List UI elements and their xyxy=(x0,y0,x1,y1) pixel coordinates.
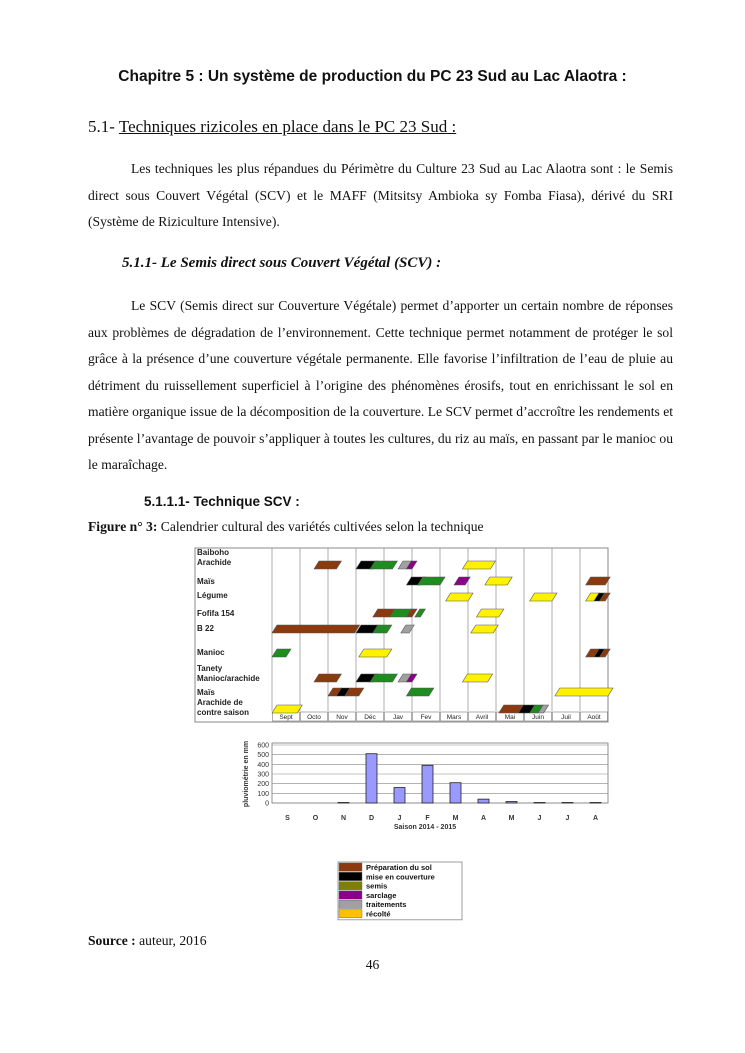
task-bar-recolte xyxy=(462,674,492,682)
month-label: Avril xyxy=(475,714,489,721)
task-bar-semis xyxy=(370,674,397,682)
rain-plot-area xyxy=(272,743,608,803)
source-label: Source : xyxy=(88,933,136,948)
rainfall-chart xyxy=(243,741,608,831)
rain-ytick-label: 100 xyxy=(257,790,269,798)
month-label: Fev xyxy=(420,714,432,721)
legend-swatch xyxy=(339,863,362,871)
legend-label: traitements xyxy=(366,900,407,910)
cultural-calendar-chart xyxy=(195,548,613,722)
rain-bar xyxy=(422,765,433,803)
rain-xtick-label: D xyxy=(368,815,375,822)
row-label-line: contre saison xyxy=(197,708,250,717)
chart-legend xyxy=(338,862,462,920)
row-label: B 22 xyxy=(197,624,214,633)
month-label: Sept xyxy=(279,714,293,721)
month-label: Août xyxy=(587,714,601,721)
legend-swatch xyxy=(339,910,362,918)
month-label: Déc xyxy=(364,714,376,721)
rain-xtick-label: A xyxy=(592,815,599,822)
row-label: Manioc xyxy=(197,648,225,657)
row-label xyxy=(197,698,249,717)
figure-caption-text: Calendrier cultural des variétés cultivées selon la technique xyxy=(160,519,484,534)
source-line xyxy=(88,933,207,949)
month-label: Juil xyxy=(561,714,571,721)
legend-label: sarclage xyxy=(366,890,397,900)
task-bar-recolte xyxy=(485,577,512,585)
source-text: auteur, 2016 xyxy=(139,933,207,948)
rain-xtick-label: N xyxy=(340,815,347,822)
row-label: Fofifa 154 xyxy=(197,609,235,618)
section-title: Techniques rizicoles en place dans le PC 23 Sud : xyxy=(118,117,457,136)
rain-xtick-label: M xyxy=(508,815,515,822)
month-label: Juin xyxy=(532,714,544,721)
rain-xtick-label: J xyxy=(565,815,570,822)
rain-ytick-label: 500 xyxy=(257,752,269,760)
legend-label: récolté xyxy=(366,909,391,919)
task-bar-recolte xyxy=(476,609,503,617)
task-bar-preparation xyxy=(272,625,360,633)
rain-xtick-label: J xyxy=(537,815,542,822)
legend-label: Préparation du sol xyxy=(366,863,432,872)
task-bar-recolte xyxy=(359,649,392,657)
task-bar-semis xyxy=(418,577,445,585)
task-bar-semis xyxy=(406,688,433,696)
rain-bar xyxy=(506,802,517,803)
row-label-line: Arachide de xyxy=(197,698,243,707)
rain-bar xyxy=(450,783,461,803)
month-label: Nov xyxy=(336,714,348,721)
legend-label: semis xyxy=(366,881,388,891)
figure-label: Figure n° 3: xyxy=(88,519,158,534)
rain-xtick-label: A xyxy=(480,815,487,822)
task-bar-semis xyxy=(370,561,397,569)
subsubsection-title: 5.1.1.1- Technique SCV : xyxy=(144,494,300,509)
month-label: Mars xyxy=(446,714,462,721)
rain-ytick-label: 300 xyxy=(257,771,269,779)
rain-xtick-label: O xyxy=(312,815,319,822)
task-bar-preparation xyxy=(314,674,341,682)
task-bar-recolte xyxy=(272,705,302,713)
month-label: Octo xyxy=(307,714,321,721)
legend-swatch xyxy=(339,872,362,880)
paragraph-scv: Le SCV (Semis direct sur Couverture Végétale) permet d’apporter un certain nombre de réponses aux problèmes de dégradation de l’environnement. Cette technique permet notamment de protéger le sol grâce à la présence d’une couverture végétale permanente. Elle favorise l’infiltration de l’eau de pluie au détriment du ruissellement superficiel à l’origine des phénomènes érosifs, tout en enrichissant le sol en matière organique issue de la décomposition de la couverture. Le SCV permet d’accroître les rendements et présente l’avantage de pouvoir s’appliquer à toutes les cultures, du riz au maïs, en passant par le manioc ou le maraîchage. xyxy=(88,298,673,472)
legend-swatch xyxy=(339,900,362,908)
rain-bar xyxy=(366,754,377,803)
page-number: 46 xyxy=(365,957,380,972)
row-label: Légume xyxy=(197,591,228,600)
row-label: Maïs xyxy=(197,577,215,586)
row-label: Maïs xyxy=(197,688,215,697)
rain-yaxis-title: pluviométrie en mm xyxy=(243,740,250,808)
task-bar-recolte xyxy=(471,625,498,633)
section-heading xyxy=(88,117,456,137)
legend-label: mise en couverture xyxy=(366,872,435,882)
rain-ytick-label: 600 xyxy=(257,742,269,750)
rain-xtick-label: M xyxy=(452,815,459,822)
rain-ytick-label: 400 xyxy=(257,761,269,769)
rain-xtick-label: S xyxy=(285,815,290,822)
task-bar-recolte xyxy=(446,593,473,601)
subsection-title: 5.1.1- Le Semis direct sous Couvert Végétal (SCV) : xyxy=(122,255,442,271)
task-bar-recolte xyxy=(555,688,613,696)
figure-caption xyxy=(88,519,484,535)
rain-bar xyxy=(394,788,405,803)
calendar-frame xyxy=(195,548,608,722)
rain-xaxis-title: Saison 2014 - 2015 xyxy=(393,824,457,831)
row-label: Manioc/arachide xyxy=(197,674,260,683)
paragraph-intro: Les techniques les plus répandues du Périmètre du Culture 23 Sud au Lac Alaotra sont : le Semis direct sous Couvert Végétal (SCV) et le MAFF (Mitsitsy Ambioka sy Fomba Fiasa), dérivé du SRI (Système de Riziculture Intensive). xyxy=(88,161,673,229)
task-bar-preparation xyxy=(314,561,341,569)
month-label: Jav xyxy=(392,714,404,721)
task-bar-recolte xyxy=(530,593,557,601)
month-label: Mai xyxy=(504,714,516,721)
section-number: 5.1- xyxy=(88,117,115,136)
cultural-calendar-figure xyxy=(0,540,745,970)
chapter-title: Chapitre 5 : Un système de production du PC 23 Sud au Lac Alaotra : xyxy=(118,68,627,85)
rain-xtick-label: F xyxy=(425,815,430,822)
row-label: Arachide xyxy=(197,558,232,567)
rain-ytick-label: 0 xyxy=(265,800,269,808)
task-bar-recolte xyxy=(462,561,495,569)
row-label: Tanety xyxy=(197,664,223,673)
rain-bar xyxy=(478,799,489,803)
rain-ytick-label: 200 xyxy=(257,781,269,789)
legend-swatch xyxy=(339,891,362,899)
rain-xtick-label: J xyxy=(397,815,402,822)
row-label: Baiboho xyxy=(197,548,229,557)
legend-swatch xyxy=(339,882,362,890)
